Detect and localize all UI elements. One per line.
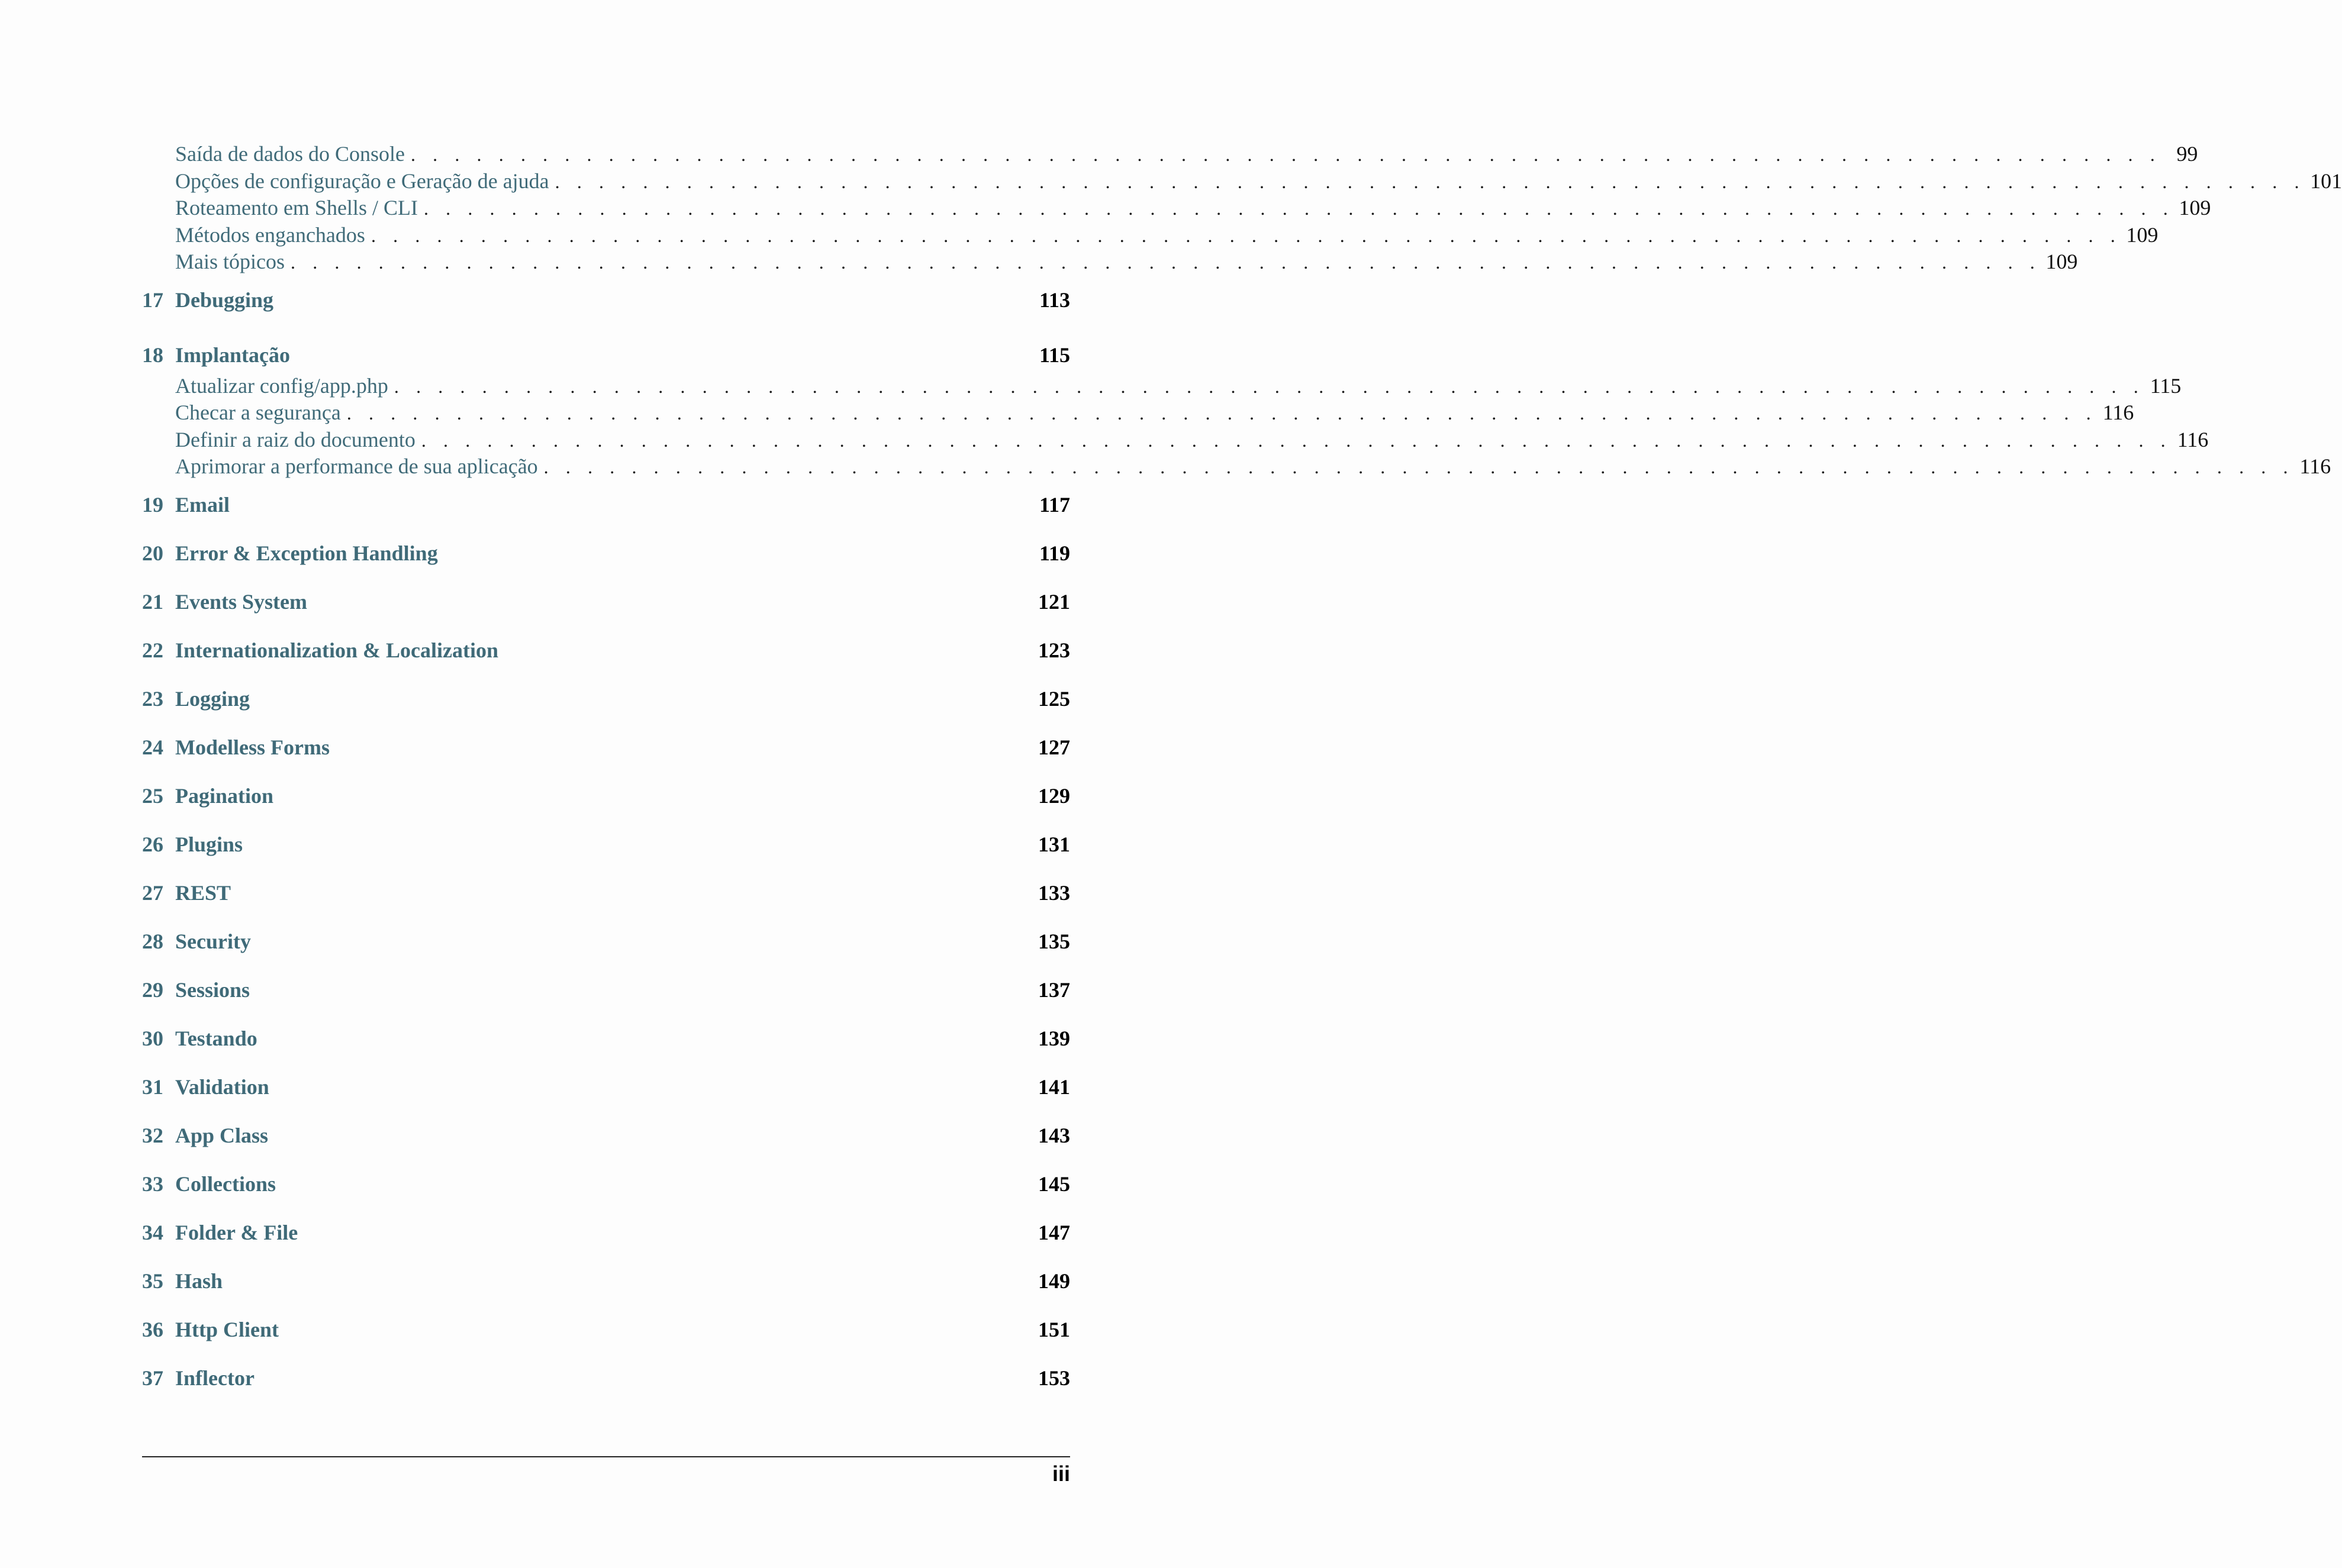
toc-chapter-title[interactable]: Internationalization & Localization	[175, 638, 498, 662]
toc-subsection[interactable]	[142, 427, 2209, 454]
toc-chapter[interactable]	[142, 1208, 1070, 1257]
toc-page-number: 123	[1038, 638, 1070, 662]
toc-page-number: 151	[1038, 1317, 1070, 1341]
toc-subsection[interactable]	[142, 195, 2211, 222]
toc-leader-dots: . . . . . . . . . . . . . . . . . . . . . . . . . . . . . . . . . . . . . . . . . . . . . . . . . . . . . . . . . . . . . . . . . . . . . . . . . . . . . . . .	[291, 251, 2041, 273]
toc-subsection[interactable]	[142, 373, 2182, 400]
toc-chapter[interactable]	[142, 626, 1070, 675]
toc-chapter[interactable]	[142, 772, 1070, 820]
toc-chapter-number: 26	[142, 832, 163, 856]
toc-leader-dots: . . . . . . . . . . . . . . . . . . . . . . . . . . . . . . . . . . . . . . . . . . . . . . . . . . . . . . . . . . . . . . . . . . . . . . . . . . . . . . . .	[543, 456, 2295, 478]
toc-chapter-number: 24	[142, 735, 163, 759]
toc-page-number: 119	[1039, 541, 1070, 565]
toc-chapter[interactable]	[142, 276, 1070, 324]
toc-chapter[interactable]	[142, 820, 1070, 869]
toc-leader-dots: . . . . . . . . . . . . . . . . . . . . . . . . . . . . . . . . . . . . . . . . . . . . . . . . . . . . . . . . . . . . . . . . . . . . . . . . . . . . . . . .	[410, 144, 2161, 165]
toc-leader-dots: . . . . . . . . . . . . . . . . . . . . . . . . . . . . . . . . . . . . . . . . . . . . . . . . . . . . . . . . . . . . . . . . . . . . . . . . . . . . . . . .	[423, 198, 2175, 219]
toc-page-number: 115	[2150, 373, 2182, 398]
toc-chapter-title[interactable]: Folder & File	[175, 1220, 298, 1244]
toc-subsection-title[interactable]: Definir a raiz do documento	[175, 427, 415, 451]
toc-chapter-title[interactable]: Inflector	[175, 1366, 255, 1390]
toc-page-number: 109	[2045, 250, 2078, 273]
toc-chapter-title[interactable]: Sessions	[175, 977, 250, 1002]
toc-chapter-number: 34	[142, 1220, 163, 1244]
toc-subsection[interactable]	[142, 399, 2134, 427]
toc-page-number: 121	[1038, 589, 1070, 614]
toc-page-number: 149	[1038, 1269, 1070, 1293]
toc-chapter-title[interactable]: Pagination	[175, 783, 274, 808]
toc-leader-dots: . . . . . . . . . . . . . . . . . . . . . . . . . . . . . . . . . . . . . . . . . . . . . . . . . . . . . . . . . . . . . . . . . . . . . . . . . . . . . . . .	[394, 375, 2145, 397]
toc-chapter-number: 36	[142, 1317, 163, 1341]
toc-chapter-number: 17	[142, 288, 163, 312]
toc-chapter-number: 23	[142, 686, 163, 711]
toc-page-number: 116	[2177, 427, 2209, 451]
toc-subsection[interactable]	[142, 453, 2331, 480]
toc-chapter[interactable]	[142, 869, 1070, 917]
toc-chapter-title[interactable]: Plugins	[175, 832, 243, 856]
toc-chapter-title[interactable]: Collections	[175, 1172, 276, 1196]
toc-page-number: 125	[1038, 686, 1070, 711]
toc-page-number: 145	[1038, 1172, 1070, 1196]
toc-chapter-number: 19	[142, 492, 163, 517]
toc-chapter[interactable]	[142, 1111, 1070, 1160]
toc-page-number: 109	[2179, 196, 2211, 220]
toc-chapter-number: 25	[142, 783, 163, 808]
toc-leader-dots: . . . . . . . . . . . . . . . . . . . . . . . . . . . . . . . . . . . . . . . . . . . . . . . . . . . . . . . . . . . . . . . . . . . . . . . . . . . . . . . .	[421, 429, 2172, 451]
toc-chapter[interactable]	[142, 1305, 1070, 1354]
toc-chapter-title[interactable]: Hash	[175, 1269, 223, 1293]
toc-chapter[interactable]	[142, 337, 1070, 373]
toc-chapter[interactable]	[142, 1160, 1070, 1208]
toc-subsection-title[interactable]: Opções de configuração e Geração de ajuda	[175, 169, 549, 193]
toc-chapter[interactable]	[142, 917, 1070, 966]
toc-chapter-title[interactable]: Email	[175, 492, 230, 517]
toc-page-number: 141	[1038, 1075, 1070, 1099]
toc-page-number: 116	[2299, 454, 2331, 478]
toc-chapter-title[interactable]: Implantação	[175, 343, 291, 367]
toc-page-number: 137	[1038, 977, 1070, 1002]
toc-page-number: 116	[2102, 401, 2134, 424]
toc-chapter[interactable]	[142, 577, 1070, 626]
toc-subsection-title[interactable]: Atualizar config/app.php	[175, 373, 388, 398]
toc-page-number: 139	[1038, 1026, 1070, 1050]
toc-chapter[interactable]	[142, 966, 1070, 1014]
toc-chapter-number: 18	[142, 343, 163, 367]
toc-chapter-number: 27	[142, 880, 163, 905]
toc-page-number: 127	[1038, 735, 1070, 759]
toc-chapter-title[interactable]: Logging	[175, 686, 250, 711]
toc-chapter-number: 22	[142, 638, 163, 662]
toc-page-number: 131	[1038, 832, 1070, 856]
toc-chapter-number: 33	[142, 1172, 163, 1196]
toc-chapter[interactable]	[142, 723, 1070, 772]
toc-chapter-number: 37	[142, 1366, 163, 1390]
toc-chapter-number: 28	[142, 929, 163, 953]
toc-chapter-title[interactable]: Modelless Forms	[175, 735, 330, 759]
toc-chapter-number: 21	[142, 589, 163, 614]
toc-page-number: 115	[1039, 343, 1070, 367]
toc-subsection-title[interactable]: Métodos enganchados	[175, 222, 365, 247]
toc-page-number: 153	[1038, 1366, 1070, 1390]
toc-chapter-title[interactable]: Http Client	[175, 1317, 279, 1341]
toc-page-number: 143	[1038, 1123, 1070, 1147]
toc-chapter-title[interactable]: Error & Exception Handling	[175, 541, 438, 565]
toc-chapter-number: 20	[142, 541, 163, 565]
toc-page-number: 113	[1039, 288, 1070, 312]
toc-chapter[interactable]	[142, 529, 1070, 577]
toc-page-number: 133	[1038, 880, 1070, 905]
toc-subsection[interactable]	[142, 249, 2078, 276]
toc-page-number: 147	[1038, 1220, 1070, 1244]
toc-chapter[interactable]	[142, 480, 1070, 529]
toc-leader-dots: . . . . . . . . . . . . . . . . . . . . . . . . . . . . . . . . . . . . . . . . . . . . . . . . . . . . . . . . . . . . . . . . . . . . . . . . . . . . . . . .	[371, 224, 2122, 246]
toc-page-number: 117	[1039, 492, 1070, 517]
toc-chapter-title[interactable]: Validation	[175, 1075, 269, 1099]
toc-chapter[interactable]	[142, 1257, 1070, 1305]
toc-chapter-title[interactable]: Testando	[175, 1026, 257, 1050]
toc-page-number: 109	[2126, 222, 2159, 247]
toc-page-number: 129	[1038, 783, 1070, 808]
toc-chapter-number: 31	[142, 1075, 163, 1099]
toc-subsection-title[interactable]: Aprimorar a performance de sua aplicação	[175, 454, 538, 478]
toc-subsection[interactable]	[142, 168, 2342, 195]
toc-chapter-number: 35	[142, 1269, 163, 1293]
toc-chapter[interactable]	[142, 675, 1070, 723]
toc-page-number: 99	[2176, 142, 2198, 166]
toc-chapter[interactable]	[142, 1354, 1070, 1402]
toc-chapter-title[interactable]: REST	[175, 880, 231, 905]
toc-page-number: 101	[2310, 169, 2342, 193]
table-of-contents	[142, 141, 2342, 1402]
toc-chapter-number: 30	[142, 1026, 163, 1050]
toc-chapter-title[interactable]: App Class	[175, 1123, 269, 1147]
toc-leader-dots: . . . . . . . . . . . . . . . . . . . . . . . . . . . . . . . . . . . . . . . . . . . . . . . . . . . . . . . . . . . . . . . . . . . . . . . . . . . . . . . .	[346, 402, 2098, 424]
toc-subsection[interactable]	[142, 141, 2198, 168]
toc-subsection-title[interactable]: Mais tópicos	[175, 250, 285, 273]
toc-chapter-number: 29	[142, 977, 163, 1002]
toc-subsection[interactable]	[142, 222, 2159, 249]
toc-chapter-title[interactable]: Events System	[175, 589, 307, 614]
toc-subsection-title[interactable]: Saída de dados do Console	[175, 142, 405, 166]
toc-chapter[interactable]	[142, 1014, 1070, 1063]
toc-chapter[interactable]	[142, 1063, 1070, 1111]
toc-page-number: 135	[1038, 929, 1070, 953]
footer-rule	[142, 1456, 1070, 1457]
toc-subsection-title[interactable]: Roteamento em Shells / CLI	[175, 196, 418, 220]
toc-subsection-title[interactable]: Checar a segurança	[175, 401, 341, 424]
toc-leader-dots: . . . . . . . . . . . . . . . . . . . . . . . . . . . . . . . . . . . . . . . . . . . . . . . . . . . . . . . . . . . . . . . . . . . . . . . . . . . . . . . .	[555, 170, 2306, 192]
toc-chapter-title[interactable]: Security	[175, 929, 251, 953]
toc-chapter-title[interactable]: Debugging	[175, 288, 274, 312]
footer-page-number: iii	[1052, 1461, 1070, 1486]
toc-chapter-number: 32	[142, 1123, 163, 1147]
